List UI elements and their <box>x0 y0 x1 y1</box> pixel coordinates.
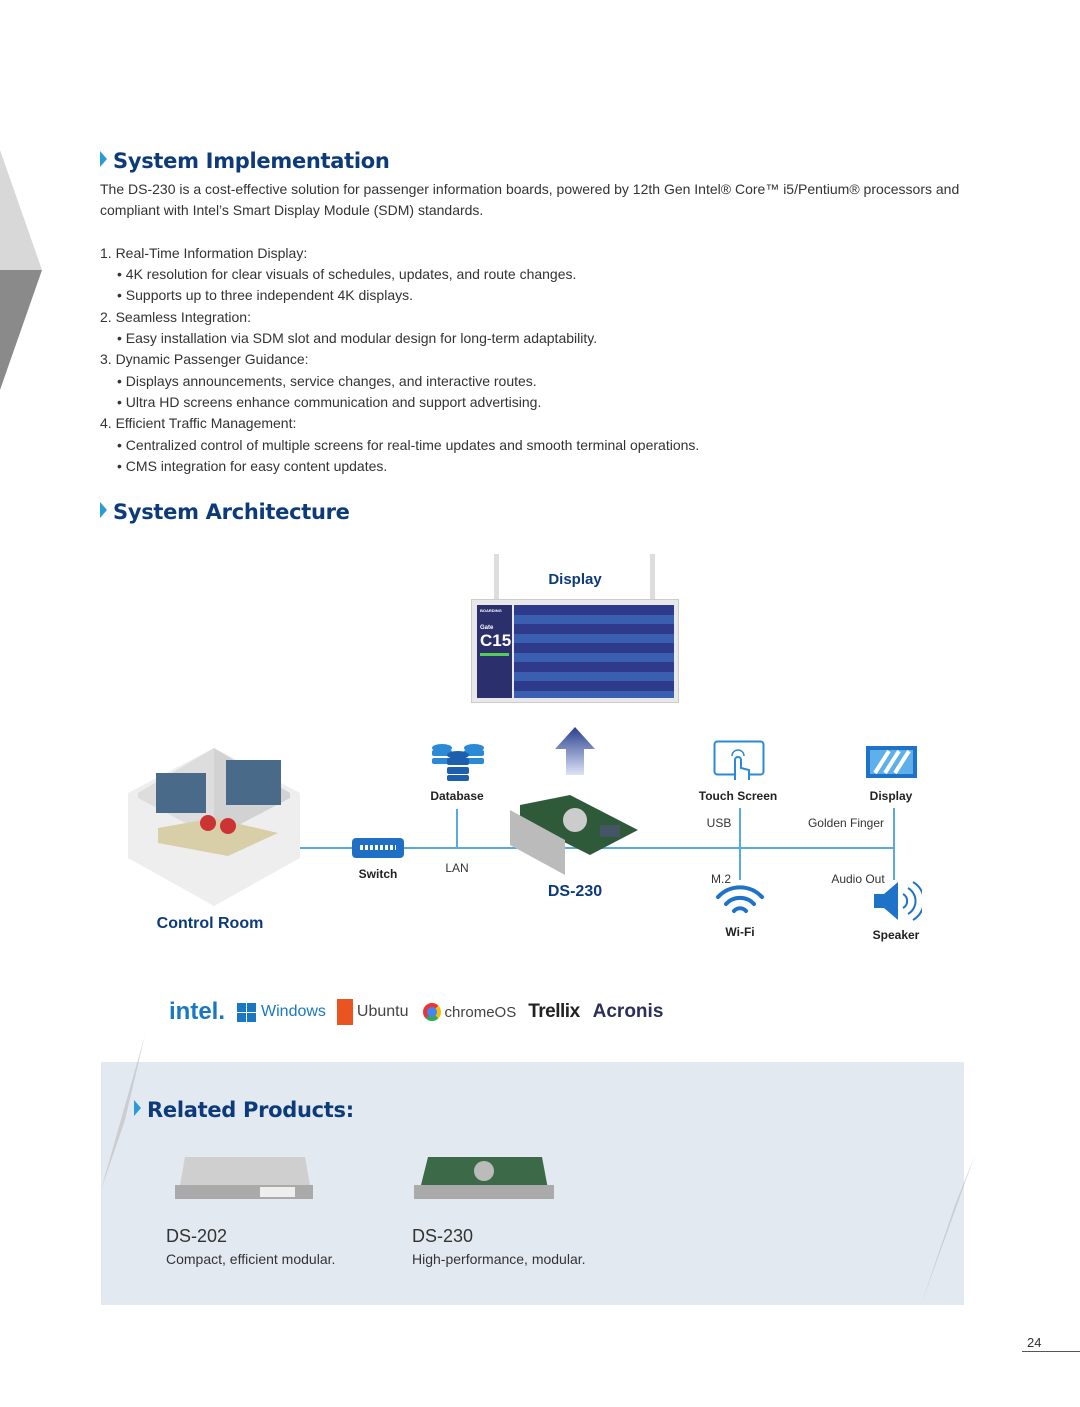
product-name: DS-230 <box>412 1226 474 1246</box>
product-desc: High-performance, modular. <box>412 1251 586 1267</box>
acronis-logo: Acronis <box>592 1001 664 1022</box>
wifi-icon <box>714 885 766 915</box>
arrow-icon <box>134 1100 141 1116</box>
related-products-title: Related Products: <box>134 1098 354 1122</box>
switch-icon <box>352 838 404 858</box>
speaker-icon <box>872 880 922 922</box>
display-icon <box>865 745 918 779</box>
section-title-architecture: System Architecture <box>100 500 350 524</box>
chromeos-logo: chromeOS <box>444 1003 517 1021</box>
product-desc: Compact, efficient modular. <box>166 1251 336 1267</box>
display-board-image: BOARDING Gate C15 <box>471 599 679 703</box>
database-icon <box>431 743 485 781</box>
arrow-icon <box>100 151 107 167</box>
chrome-icon <box>423 1003 441 1021</box>
ds230-board-image <box>510 795 640 875</box>
ubuntu-logo: Ubuntu <box>356 1003 409 1020</box>
section-title-implementation: System Implementation <box>100 149 390 173</box>
page-number-rule <box>1022 1351 1080 1352</box>
intel-logo: intel. <box>169 998 226 1025</box>
product-name: DS-202 <box>166 1226 228 1246</box>
touch-screen-icon <box>713 740 765 784</box>
arrow-icon <box>100 502 107 518</box>
decorative-shape <box>0 150 50 390</box>
control-room-image <box>128 748 300 906</box>
page-number: 24 <box>1027 1335 1042 1350</box>
ubuntu-icon <box>337 999 353 1025</box>
ds202-product-image <box>175 1155 313 1205</box>
up-arrow-icon <box>555 727 595 775</box>
windows-icon <box>237 1003 256 1022</box>
windows-logo: Windows <box>261 1003 326 1020</box>
trellix-logo: Trellix <box>528 1001 580 1022</box>
partner-logos <box>169 997 663 1027</box>
ds230-product-image <box>414 1155 554 1205</box>
implementation-body: The DS-230 is a cost-effective solution for passenger information boards, powered by 12th Gen Intel® Core™ i5/Pentium® processors and compliant with Intel’s Smart Display Module (SDM) standards. 1. Real-Time Information Display: • 4K resolution for clear visuals of schedules, updates, and route changes. • Supports up to three independent 4K displays. 2. Seamless Integration: • Easy installation via SDM slot and modular design for long-term adaptability. 3. Dynamic Passenger Guidance: • Displays announcements, service changes, and interactive routes. • Ultra HD screens enhance communication and support advertising. 4. Efficient Traffic Management: • Centralized control of multiple screens for real-time updates and smooth terminal operations. • CMS integration for easy content updates. <box>100 181 960 474</box>
